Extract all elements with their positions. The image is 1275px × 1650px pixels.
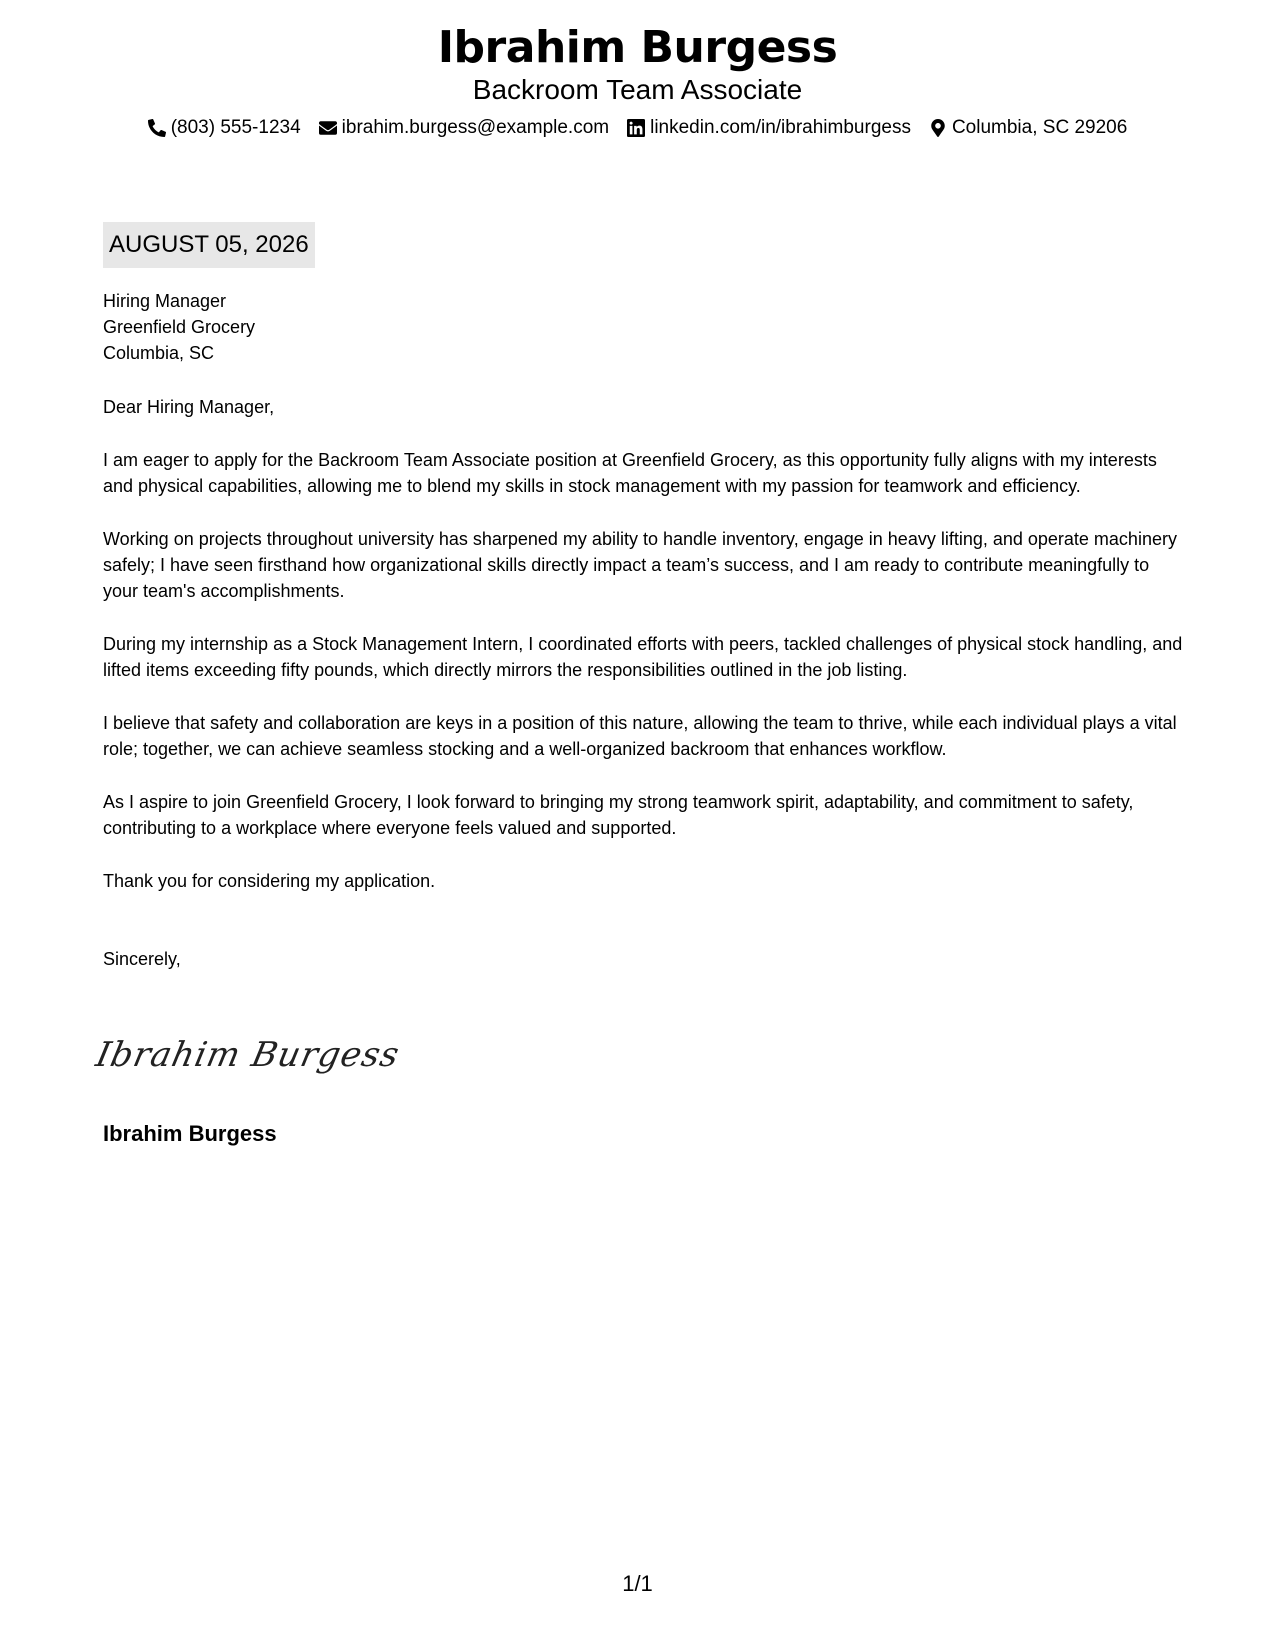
recipient-line: Greenfield Grocery: [103, 317, 256, 337]
location-text: Columbia, SC 29206: [951, 117, 1128, 138]
body-paragraph: As I aspire to join Greenfield Grocery, I look forward to bringing my strong teamwork spirit, adaptability, and commitment to safety, contributing to a workplace where everyone feels valued and supported.: [103, 792, 1134, 838]
letter-body: [103, 288, 1183, 999]
recipient-line: Columbia, SC: [103, 343, 215, 363]
body-paragraph: Working on projects throughout university has sharpened my ability to handle inventory, engage in heavy lifting, and operate machinery safely; I have seen firsthand how organizational skills directly impact a team’s success, and I am ready to contribute meaningfully to your team's accomplishments.: [103, 529, 1177, 601]
contact-phone: [148, 116, 301, 140]
phone-text: (803) 555-1234: [170, 117, 301, 138]
body-paragraph: I believe that safety and collaboration are keys in a position of this nature, allowing the team to thrive, while each individual plays a vital role; together, we can achieve seamless stocking and a well-organized backroom that enhances workflow.: [103, 713, 1177, 759]
envelope-icon: [319, 119, 337, 137]
svg-text:Ibrahim Burgess: Ibrahim Burgess: [92, 1035, 404, 1075]
recipient-line: Hiring Manager: [103, 291, 227, 311]
phone-icon: [148, 119, 166, 137]
closing: Sincerely,: [103, 949, 181, 969]
contact-linkedin: [627, 116, 911, 140]
page-number: 1/1: [622, 1571, 653, 1596]
body-paragraph: I am eager to apply for the Backroom Team Associate position at Greenfield Grocery, as this opportunity fully aligns with my interests and physical capabilities, allowing me to blend my skills in stock management with my passion for teamwork and efficiency.: [103, 450, 1157, 496]
contact-email: [319, 116, 609, 140]
letter-date: AUGUST 05, 2026: [103, 222, 315, 268]
recipient-block: [103, 288, 1183, 366]
letter-header: [0, 20, 1275, 140]
email-text: ibrahim.burgess@example.com: [341, 117, 610, 138]
body-paragraph: Thank you for considering my application.: [103, 871, 436, 891]
map-pin-icon: [929, 119, 947, 137]
contact-location: [929, 116, 1127, 140]
salutation: Dear Hiring Manager,: [103, 397, 275, 417]
applicant-name: Ibrahim Burgess: [437, 22, 838, 73]
applicant-role: Backroom Team Associate: [472, 74, 803, 105]
handwritten-signature: [92, 1030, 404, 1085]
body-paragraph: During my internship as a Stock Management Intern, I coordinated efforts with peers, tackled challenges of physical stock handling, and lifted items exceeding fifty pounds, which directly mirrors the responsibilities outlined in the job listing.: [103, 634, 1183, 680]
linkedin-icon: [627, 119, 645, 137]
linkedin-text: linkedin.com/in/ibrahimburgess: [650, 117, 911, 138]
signer-name: Ibrahim Burgess: [103, 1121, 277, 1146]
contact-bar: [0, 116, 1275, 140]
